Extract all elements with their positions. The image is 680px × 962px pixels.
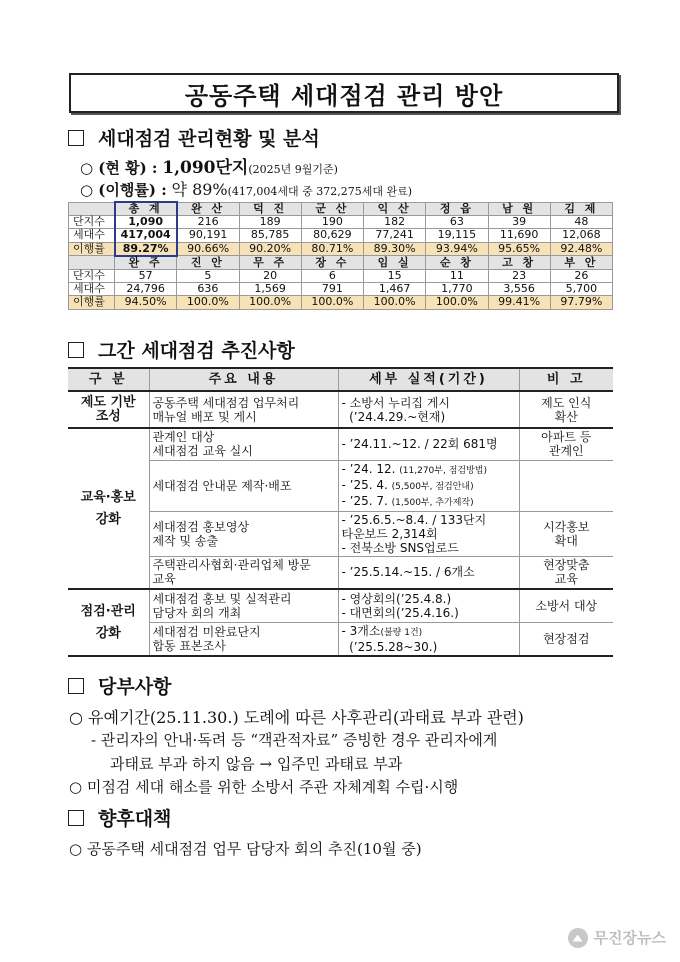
stats-cell: 1,090 bbox=[115, 216, 177, 229]
stats-cell: 1,569 bbox=[239, 283, 301, 296]
section3-heading-text: 당부사항 bbox=[98, 676, 172, 698]
stats-row bbox=[69, 269, 613, 282]
stats-cell: 완 산 bbox=[177, 202, 239, 216]
stats-cell: 100.0% bbox=[239, 296, 301, 309]
stats-cell: 20 bbox=[239, 269, 301, 282]
content-cell bbox=[149, 391, 338, 428]
section-heading-progress bbox=[68, 336, 295, 363]
stats-row-label bbox=[69, 256, 115, 270]
rate-line bbox=[80, 177, 412, 200]
note-line: 현장맞춤 bbox=[543, 558, 590, 573]
note-line: 교육 bbox=[554, 572, 578, 587]
header-note: 비 고 bbox=[519, 368, 613, 391]
detail-line bbox=[342, 462, 516, 478]
detail-line: - ’25.6.5.~8.4. / 133단지 bbox=[341, 512, 487, 527]
stats-cell: 85,785 bbox=[239, 229, 301, 242]
note-line: 현장점검 bbox=[543, 631, 590, 646]
watermark-text: 무진장뉴스 bbox=[593, 929, 666, 947]
stats-cell: 5 bbox=[177, 269, 239, 282]
stats-cell: 94.50% bbox=[115, 296, 177, 309]
stats-cell: 김 제 bbox=[550, 202, 612, 216]
status-line bbox=[80, 153, 338, 178]
stats-cell: 80.71% bbox=[301, 242, 363, 256]
stats-cell: 100.0% bbox=[426, 296, 488, 309]
detail-line: (’25.5.28~30.) bbox=[341, 639, 438, 654]
content-cell bbox=[149, 511, 338, 556]
section-heading-status bbox=[68, 124, 320, 151]
stats-row-label: 단지수 bbox=[69, 216, 115, 229]
watermark-logo bbox=[568, 927, 666, 948]
stats-cell: 정 읍 bbox=[426, 202, 488, 216]
stats-cell: 100.0% bbox=[301, 296, 363, 309]
stats-cell: 진 안 bbox=[177, 256, 239, 270]
status-value: 1,090단지 bbox=[162, 158, 249, 178]
content-line: 세대점검 홍보 및 실적관리 bbox=[152, 591, 292, 606]
detail-main: - ’25. 7. bbox=[341, 493, 388, 508]
detail-cell bbox=[338, 460, 519, 511]
detail-cell bbox=[338, 589, 519, 622]
content-cell bbox=[149, 622, 338, 656]
stats-cell: 99.41% bbox=[488, 296, 550, 309]
stats-table bbox=[68, 201, 613, 310]
stats-cell: 216 bbox=[177, 216, 239, 229]
section2-heading-text: 그간 세대점검 추진사항 bbox=[98, 340, 295, 362]
square-bullet-icon bbox=[68, 342, 84, 358]
header-category: 구 분 bbox=[68, 368, 149, 391]
stats-row bbox=[69, 216, 613, 229]
content-line: 제작 및 송출 bbox=[152, 533, 219, 548]
category-system bbox=[68, 391, 149, 428]
section-heading-request bbox=[68, 672, 171, 699]
stats-row bbox=[69, 242, 613, 256]
content-cell bbox=[149, 460, 338, 511]
detail-main: - ’25. 4. bbox=[341, 477, 388, 492]
stats-cell: 89.30% bbox=[364, 242, 426, 256]
detail-line: - ’25.5.14.~15. / 6개소 bbox=[341, 565, 475, 580]
stats-cell: 100.0% bbox=[364, 296, 426, 309]
detail-main: - ’24. 12. bbox=[341, 461, 396, 476]
note-line: 시각홍보 bbox=[543, 519, 590, 534]
stats-row-label: 세대수 bbox=[69, 283, 115, 296]
stats-cell: 93.94% bbox=[426, 242, 488, 256]
section1-heading-text: 세대점검 관리현황 및 분석 bbox=[98, 128, 320, 150]
detail-line bbox=[342, 494, 516, 510]
status-label: ○ (현 황) : bbox=[80, 159, 158, 177]
note-cell bbox=[519, 556, 613, 589]
content-line: 공동주택 세대점검 업무처리 bbox=[152, 395, 300, 410]
square-bullet-icon bbox=[68, 810, 84, 826]
stats-cell: 100.0% bbox=[177, 296, 239, 309]
stats-cell: 15 bbox=[364, 269, 426, 282]
stats-cell: 6 bbox=[301, 269, 363, 282]
stats-row-label: 단지수 bbox=[69, 269, 115, 282]
note-cell bbox=[519, 460, 613, 511]
stats-cell: 1,770 bbox=[426, 283, 488, 296]
note-cell bbox=[519, 511, 613, 556]
note-line: 관계인 bbox=[548, 444, 584, 459]
section-heading-future bbox=[68, 804, 171, 831]
note-line: 소방서 대상 bbox=[535, 598, 598, 613]
stats-row-label: 세대수 bbox=[69, 229, 115, 242]
content-line: 매뉴얼 배포 및 게시 bbox=[152, 409, 257, 424]
detail-cell bbox=[338, 622, 519, 656]
stats-row bbox=[69, 229, 613, 242]
content-cell bbox=[149, 556, 338, 589]
detail-line: - 전북소방 SNS업로드 bbox=[341, 540, 459, 555]
stats-cell: 1,467 bbox=[364, 283, 426, 296]
stats-cell: 182 bbox=[364, 216, 426, 229]
square-bullet-icon bbox=[68, 130, 84, 146]
stats-cell: 장 수 bbox=[301, 256, 363, 270]
stats-cell: 90.66% bbox=[177, 242, 239, 256]
detail-main: - 3개소 bbox=[341, 623, 381, 638]
progress-table bbox=[68, 367, 613, 657]
category-line: 조성 bbox=[95, 408, 121, 424]
stats-cell: 39 bbox=[488, 216, 550, 229]
stats-cell: 189 bbox=[239, 216, 301, 229]
stats-cell: 77,241 bbox=[364, 229, 426, 242]
detail-cell bbox=[338, 428, 519, 460]
header-content: 주요 내용 bbox=[149, 368, 338, 391]
stats-cell: 완 주 bbox=[115, 256, 177, 270]
note-line: 확산 bbox=[554, 409, 578, 424]
stats-cell: 92.48% bbox=[550, 242, 612, 256]
detail-line: (’24.4.29.~현재) bbox=[341, 409, 446, 424]
detail-line: - 소방서 누리집 게시 bbox=[341, 395, 451, 410]
stats-cell: 19,115 bbox=[426, 229, 488, 242]
category-line: 제도 기반 bbox=[80, 394, 136, 410]
stats-cell: 5,700 bbox=[550, 283, 612, 296]
stats-cell: 90,191 bbox=[177, 229, 239, 242]
category-inspection bbox=[68, 589, 149, 656]
header-detail: 세부 실적(기간) bbox=[338, 368, 519, 391]
detail-line: - ’24.11.~12. / 22회 681명 bbox=[341, 437, 498, 452]
stats-row bbox=[69, 256, 613, 270]
stats-row bbox=[69, 202, 613, 216]
detail-line bbox=[342, 478, 516, 494]
request-sub-2: 과태료 부과 하지 않음 → 입주민 과태료 부과 bbox=[110, 755, 403, 773]
future-item-1: ○ 공동주택 세대점검 업무 담당자 회의 추진(10월 중) bbox=[69, 840, 422, 858]
detail-cell bbox=[338, 391, 519, 428]
stats-cell: 총 계 bbox=[115, 202, 177, 216]
stats-cell: 덕 진 bbox=[239, 202, 301, 216]
stats-cell: 익 산 bbox=[364, 202, 426, 216]
content-line: 담당자 회의 개최 bbox=[152, 605, 242, 620]
category-line: 강화 bbox=[95, 625, 121, 641]
stats-cell: 190 bbox=[301, 216, 363, 229]
stats-cell: 95.65% bbox=[488, 242, 550, 256]
stats-row-label: 이행률 bbox=[69, 296, 115, 309]
stats-cell: 11,690 bbox=[488, 229, 550, 242]
stats-cell: 12,068 bbox=[550, 229, 612, 242]
stats-cell: 군 산 bbox=[301, 202, 363, 216]
stats-cell: 57 bbox=[115, 269, 177, 282]
note-cell bbox=[519, 428, 613, 460]
content-line: 주택관리사협회·관리업체 방문 bbox=[152, 558, 311, 573]
content-line: 세대점검 안내문 제작·배포 bbox=[152, 478, 292, 493]
note-line: 제도 인식 bbox=[541, 395, 592, 410]
stats-cell: 48 bbox=[550, 216, 612, 229]
stats-cell: 89.27% bbox=[115, 242, 177, 256]
square-bullet-icon bbox=[68, 678, 84, 694]
rate-note: (417,004세대 중 372,275세대 완료) bbox=[227, 185, 413, 198]
category-line: 점검·관리 bbox=[80, 603, 136, 619]
category-education bbox=[68, 428, 149, 589]
note-cell bbox=[519, 391, 613, 428]
stats-cell: 부 안 bbox=[550, 256, 612, 270]
stats-cell: 97.79% bbox=[550, 296, 612, 309]
detail-small: (불량 1건) bbox=[380, 627, 423, 638]
stats-row-label: 이행률 bbox=[69, 242, 115, 256]
stats-cell: 23 bbox=[488, 269, 550, 282]
stats-cell: 80,629 bbox=[301, 229, 363, 242]
page-title: 공동주택 세대점검 관리 방안 bbox=[184, 81, 504, 110]
stats-cell: 임 실 bbox=[364, 256, 426, 270]
stats-cell: 3,556 bbox=[488, 283, 550, 296]
detail-cell bbox=[338, 511, 519, 556]
stats-row bbox=[69, 283, 613, 296]
stats-row bbox=[69, 296, 613, 309]
content-line: 세대점검 교육 실시 bbox=[152, 444, 253, 459]
content-cell bbox=[149, 428, 338, 460]
category-line: 교육·홍보 bbox=[80, 489, 136, 505]
detail-small: (1,500부, 추가제작) bbox=[391, 497, 474, 508]
request-sub-1: - 관리자의 안내·독려 등 “객관적자료” 증빙한 경우 관리자에게 bbox=[91, 731, 498, 749]
stats-cell: 11 bbox=[426, 269, 488, 282]
detail-line: - 영상회의(’25.4.8.) bbox=[341, 591, 452, 606]
detail-line: 타운보드 2,314회 bbox=[341, 526, 438, 541]
stats-cell: 90.20% bbox=[239, 242, 301, 256]
detail-small: (5,500부, 점검안내) bbox=[391, 481, 474, 492]
request-item-1: ○ 유예기간(25.11.30.) 도례에 따른 사후관리(과태료 부과 관련) bbox=[69, 708, 524, 727]
stats-cell: 무 주 bbox=[239, 256, 301, 270]
content-line: 세대점검 미완료단지 bbox=[152, 624, 261, 639]
content-line: 세대점검 홍보영상 bbox=[152, 519, 250, 534]
mountain-logo-icon bbox=[568, 928, 588, 948]
detail-line bbox=[342, 624, 516, 640]
rate-value: 약 89% bbox=[171, 180, 228, 199]
stats-cell: 24,796 bbox=[115, 283, 177, 296]
content-line: 교육 bbox=[152, 572, 176, 587]
note-line: 확대 bbox=[554, 533, 578, 548]
detail-small: (11,270부, 점검방법) bbox=[399, 465, 487, 476]
detail-cell bbox=[338, 556, 519, 589]
rate-label: ○ (이행률) : bbox=[80, 181, 167, 199]
stats-cell: 63 bbox=[426, 216, 488, 229]
title-box bbox=[69, 73, 619, 113]
section4-heading-text: 향후대책 bbox=[98, 808, 172, 830]
stats-cell: 순 창 bbox=[426, 256, 488, 270]
stats-cell: 고 창 bbox=[488, 256, 550, 270]
content-line: 관계인 대상 bbox=[152, 430, 215, 445]
stats-row-label bbox=[69, 202, 115, 216]
request-item-2: ○ 미점검 세대 해소를 위한 소방서 주관 자체계획 수립·시행 bbox=[69, 778, 459, 796]
stats-cell: 636 bbox=[177, 283, 239, 296]
stats-cell: 26 bbox=[550, 269, 612, 282]
note-cell bbox=[519, 622, 613, 656]
content-cell bbox=[149, 589, 338, 622]
stats-cell: 791 bbox=[301, 283, 363, 296]
content-line: 합동 표본조사 bbox=[152, 638, 226, 653]
status-note: (2025년 9월기준) bbox=[248, 163, 338, 176]
category-line: 강화 bbox=[95, 511, 121, 527]
stats-cell: 남 원 bbox=[488, 202, 550, 216]
note-cell bbox=[519, 589, 613, 622]
detail-line: - 대면회의(’25.4.16.) bbox=[341, 605, 459, 620]
stats-cell: 417,004 bbox=[115, 229, 177, 242]
note-line: 아파트 등 bbox=[541, 430, 592, 445]
